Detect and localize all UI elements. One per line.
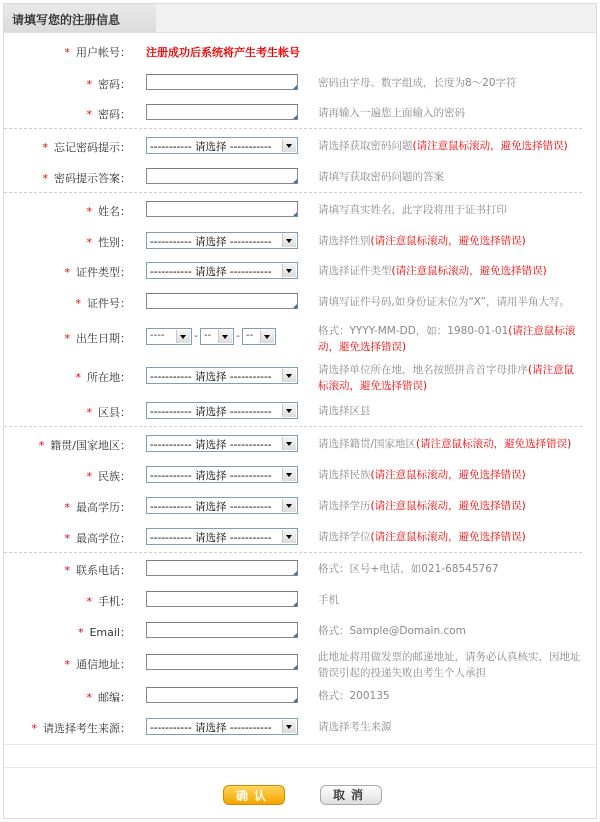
chevron-down-icon	[282, 720, 296, 733]
mobile-input[interactable]	[146, 591, 298, 607]
gender-select[interactable]: ----------- 请选择 -----------	[146, 232, 298, 249]
district-select[interactable]: ----------- 请选择 -----------	[146, 402, 298, 419]
location-hint: 请选择单位所在地，地名按照拼音首字母排序(请注意鼠标滚动，避免选择错误)	[318, 364, 575, 392]
password-hint: 密码由字母、数字组成，长度为8～20字符	[318, 77, 517, 89]
name-input[interactable]	[146, 201, 298, 217]
birth-day-select[interactable]: --	[242, 328, 276, 345]
row-pwd-answer	[4, 168, 596, 184]
zipcode-hint: 格式：200135	[318, 690, 390, 702]
row-email	[4, 622, 596, 638]
form-title: 请填写您的注册信息	[12, 13, 121, 27]
row-native-place	[4, 435, 596, 452]
gender-hint: 请选择性别(请注意鼠标滚动，避免选择错误)	[318, 235, 526, 247]
label-password: * 密码：	[86, 78, 131, 91]
form-header	[4, 4, 596, 33]
pwd-answer-hint: 请填写获取密码问题的答案	[318, 171, 444, 183]
row-phone	[4, 560, 596, 576]
label-birthday: * 出生日期：	[64, 332, 131, 345]
divider	[4, 744, 596, 745]
row-password-confirm	[4, 104, 596, 120]
required-mark: *	[64, 46, 70, 59]
id-type-hint: 请选择证件类型(请注意鼠标滚动，避免选择错误)	[318, 265, 547, 277]
id-number-input[interactable]	[146, 293, 298, 309]
row-gender	[4, 232, 596, 249]
separator	[4, 128, 582, 129]
row-zipcode	[4, 687, 596, 703]
id-number-hint: 请填写证件号码,如身份证末位为“X”，请用半角大写。	[318, 296, 570, 308]
row-location	[4, 364, 596, 392]
label-password-confirm: * 密码：	[86, 108, 131, 121]
education-select[interactable]: ----------- 请选择 -----------	[146, 497, 298, 514]
chevron-down-icon	[282, 468, 296, 481]
label-phone: * 联系电话：	[64, 564, 131, 577]
header-tab	[4, 4, 156, 32]
education-hint: 请选择学历(请注意鼠标滚动，避免选择错误)	[318, 500, 526, 512]
chevron-down-icon	[282, 404, 296, 417]
row-education	[4, 497, 596, 514]
chevron-down-icon	[282, 499, 296, 512]
label-username: * 用户帐号：	[64, 46, 131, 59]
row-ethnicity	[4, 466, 596, 483]
label-name: * 姓名：	[86, 205, 131, 218]
mobile-hint: 手机	[318, 594, 339, 606]
ethnicity-select[interactable]: ----------- 请选择 -----------	[146, 466, 298, 483]
birth-year-select[interactable]: ----	[146, 328, 192, 345]
address-hint: 此地址将用做发票的邮递地址，请务必认真核实，因地址错误引起的投递失败由考生个人承担	[318, 651, 581, 679]
district-hint: 请选择区县	[318, 405, 371, 417]
chevron-down-icon	[282, 139, 296, 152]
label-gender: * 性别：	[86, 236, 131, 249]
label-email: * Email：	[77, 626, 131, 639]
pwd-answer-input[interactable]	[146, 168, 298, 184]
chevron-down-icon	[282, 369, 296, 382]
chevron-down-icon	[282, 234, 296, 247]
label-pwd-answer: * 密码提示答案：	[42, 172, 131, 185]
chevron-down-icon	[282, 264, 296, 277]
zipcode-input[interactable]	[146, 687, 298, 703]
native-place-select[interactable]: ----------- 请选择 -----------	[146, 435, 298, 452]
ethnicity-hint: 请选择民族(请注意鼠标滚动，避免选择错误)	[318, 469, 526, 481]
source-select[interactable]: ----------- 请选择 -----------	[146, 718, 298, 735]
chevron-down-icon	[282, 530, 296, 543]
password-confirm-hint: 请再输入一遍您上面输入的密码	[318, 107, 465, 119]
email-input[interactable]	[146, 622, 298, 638]
label-zipcode: * 邮编：	[86, 691, 131, 704]
pwd-question-hint: 请选择获取密码问题(请注意鼠标滚动，避免选择错误)	[318, 140, 568, 152]
cancel-button[interactable]: 取消	[320, 785, 382, 805]
phone-input[interactable]	[146, 560, 298, 576]
row-degree	[4, 528, 596, 545]
row-mobile	[4, 591, 596, 607]
row-district	[4, 402, 596, 419]
chevron-down-icon	[282, 437, 296, 450]
label-source: * 请选择考生来源：	[31, 722, 131, 735]
password-confirm-input[interactable]	[146, 104, 298, 120]
label-pwd-question: * 忘记密码提示：	[42, 141, 131, 154]
label-native-place: * 籍贯/国家地区：	[38, 439, 131, 452]
label-location: * 所在地：	[75, 371, 131, 384]
email-hint: 格式：Sample@Domain.com	[318, 625, 466, 637]
registration-form	[3, 3, 597, 819]
divider	[4, 767, 596, 768]
label-ethnicity: * 民族：	[86, 470, 131, 483]
birth-month-select[interactable]: --	[200, 328, 234, 345]
label-degree: * 最高学位：	[64, 532, 131, 545]
label-education: * 最高学历：	[64, 501, 131, 514]
source-hint: 请选择考生来源	[318, 721, 392, 733]
username-notice: 注册成功后系统将产生考生帐号	[146, 46, 300, 59]
label-id-number: * 证件号：	[75, 297, 131, 310]
name-hint: 请填写真实姓名，此字段将用于证书打印	[318, 204, 507, 216]
label-mobile: * 手机：	[86, 595, 131, 608]
confirm-button[interactable]: 确认	[223, 785, 285, 805]
location-select[interactable]: ----------- 请选择 -----------	[146, 367, 298, 384]
row-id-type	[4, 262, 596, 279]
native-place-hint: 请选择籍贯/国家地区(请注意鼠标滚动，避免选择错误)	[318, 438, 572, 450]
chevron-down-icon	[176, 330, 190, 343]
separator	[4, 552, 582, 553]
row-source	[4, 718, 596, 735]
chevron-down-icon	[218, 330, 232, 343]
birthday-hint: 格式：YYYY-MM-DD，如：1980-01-01(请注意鼠标滚动，避免选择错误)	[318, 325, 576, 353]
label-address: * 通信地址：	[64, 658, 131, 671]
pwd-question-select[interactable]: ----------- 请选择 -----------	[146, 137, 298, 154]
separator	[4, 192, 582, 193]
id-type-select[interactable]: ----------- 请选择 -----------	[146, 262, 298, 279]
degree-hint: 请选择学位(请注意鼠标滚动，避免选择错误)	[318, 531, 526, 543]
label-id-type: * 证件类型：	[64, 266, 131, 279]
row-name	[4, 201, 596, 217]
password-input[interactable]	[146, 74, 298, 90]
birthday-selects: ---- - -- - --	[146, 328, 276, 345]
row-id-number	[4, 293, 596, 309]
separator	[4, 426, 582, 427]
phone-hint: 格式：区号+电话，如021-68545767	[318, 563, 499, 575]
row-address	[4, 651, 596, 679]
label-district: * 区县：	[86, 406, 131, 419]
address-input[interactable]	[146, 654, 298, 670]
degree-select[interactable]: ----------- 请选择 -----------	[146, 528, 298, 545]
chevron-down-icon	[260, 330, 274, 343]
row-password	[4, 74, 596, 90]
row-pwd-question	[4, 137, 596, 154]
